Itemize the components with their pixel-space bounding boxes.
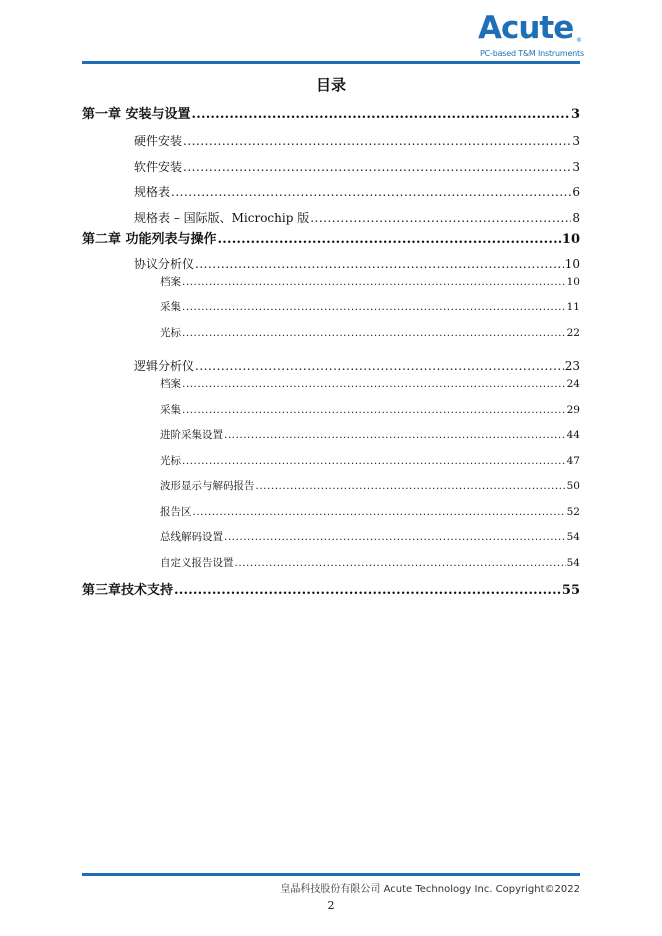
toc-entry-page: 54	[566, 557, 580, 569]
toc-entry-page: 11	[566, 301, 580, 313]
toc-entry-label: 第二章 功能列表与操作	[82, 232, 217, 247]
toc-leader-dots	[224, 531, 566, 543]
toc-entry-label: 波形显示与解码报告	[160, 480, 255, 492]
toc-entry-la-custom-report[interactable]	[160, 555, 580, 570]
toc-entry-page: 55	[561, 583, 580, 598]
toc-leader-dots	[182, 455, 566, 467]
toc-leader-dots	[224, 429, 566, 441]
toc-leader-dots	[310, 211, 571, 225]
acute-logo	[478, 10, 584, 60]
toc-entry-la-waveform-report[interactable]	[160, 478, 580, 493]
toc-entry-page: 23	[564, 359, 580, 373]
toc-entry-label: 协议分析仪	[134, 257, 195, 271]
toc-leader-dots	[171, 185, 571, 199]
toc-entry-page: 50	[566, 480, 580, 492]
toc-leader-dots	[183, 160, 571, 174]
toc-leader-dots	[218, 232, 561, 247]
toc-entry-label: 光标	[160, 455, 181, 467]
toc-entry-chapter-3[interactable]	[82, 579, 580, 598]
toc-entry-la-report-area[interactable]	[160, 504, 580, 519]
toc-entry-page: 3	[572, 160, 580, 174]
toc-entry-page: 44	[566, 429, 580, 441]
header-rule	[82, 61, 580, 64]
toc-entry-spec-table-intl[interactable]	[134, 209, 580, 226]
toc-entry-page: 3	[572, 134, 580, 148]
toc-leader-dots	[182, 327, 566, 339]
toc-leader-dots	[256, 480, 566, 492]
toc-entry-logic-analyzer[interactable]	[134, 357, 580, 374]
toc-entry-page: 10	[561, 232, 580, 247]
logo-tagline: PC-based T&M Instruments	[480, 49, 584, 58]
toc-entry-chapter-2[interactable]	[82, 228, 580, 247]
toc-entry-la-cursor[interactable]	[160, 453, 580, 468]
toc-entry-la-file[interactable]	[160, 376, 580, 391]
toc-entry-pa-file[interactable]	[160, 274, 580, 289]
toc-leader-dots	[182, 404, 566, 416]
footer-copyright: 皇晶科技股份有限公司 Acute Technology Inc. Copyright©2022	[280, 884, 580, 895]
toc-entry-page: 22	[566, 327, 580, 339]
toc-leader-dots	[195, 359, 564, 373]
toc-entry-label: 采集	[160, 404, 181, 416]
toc-entry-page: 54	[566, 531, 580, 543]
toc-entry-la-capture[interactable]	[160, 402, 580, 417]
toc-entry-label: 第三章技术支持	[82, 583, 174, 598]
toc-leader-dots	[195, 257, 564, 271]
toc-leader-dots	[235, 557, 566, 569]
logo-wordmark: Acute	[478, 10, 574, 46]
toc-leader-dots	[182, 378, 566, 390]
toc-leader-dots	[183, 134, 571, 148]
toc-entry-page: 24	[566, 378, 580, 390]
toc-entry-la-advanced-capture[interactable]	[160, 427, 580, 442]
toc-entry-label: 规格表	[134, 185, 171, 199]
toc-entry-page: 29	[566, 404, 580, 416]
logo-registered-mark: ®	[576, 37, 582, 44]
toc-entry-label: 档案	[160, 276, 181, 288]
toc-entry-la-bus-decode[interactable]	[160, 529, 580, 544]
toc-entry-label: 档案	[160, 378, 181, 390]
toc-leader-dots	[182, 301, 566, 313]
toc-leader-dots	[182, 276, 566, 288]
toc-leader-dots	[193, 506, 566, 518]
toc-entry-pa-capture[interactable]	[160, 299, 580, 314]
toc-entry-page: 6	[572, 185, 580, 199]
toc-entry-label: 自定义报告设置	[160, 557, 234, 569]
toc-entry-pa-cursor[interactable]	[160, 325, 580, 340]
toc-entry-label: 总线解码设置	[160, 531, 223, 543]
toc-entry-spec-table[interactable]	[134, 183, 580, 200]
toc-entry-hardware-install[interactable]	[134, 132, 580, 149]
toc-entry-page: 8	[572, 211, 580, 225]
toc-entry-page: 3	[570, 107, 580, 122]
toc-entry-software-install[interactable]	[134, 158, 580, 175]
toc-entry-label: 采集	[160, 301, 181, 313]
toc-entry-label: 第一章 安装与设置	[82, 107, 191, 122]
toc-leader-dots	[192, 107, 570, 122]
toc-entry-chapter-1[interactable]	[82, 103, 580, 122]
toc-entry-label: 报告区	[160, 506, 192, 518]
toc-entry-page: 52	[566, 506, 580, 518]
toc-entry-label: 逻辑分析仪	[134, 359, 195, 373]
toc-title: 目录	[315, 76, 346, 94]
toc-entry-label: 光标	[160, 327, 181, 339]
toc-entry-protocol-analyzer[interactable]	[134, 255, 580, 272]
toc-entry-label: 硬件安装	[134, 134, 183, 148]
page-number: 2	[327, 899, 335, 912]
toc-entry-label: 进阶采集设置	[160, 429, 223, 441]
footer-rule	[82, 873, 580, 876]
toc-entry-page: 10	[564, 257, 580, 271]
toc-entry-label: 规格表 – 国际版、Microchip 版	[134, 211, 310, 225]
toc-entry-label: 软件安装	[134, 160, 183, 174]
toc-entry-page: 47	[566, 455, 580, 467]
toc-leader-dots	[174, 583, 561, 598]
toc-entry-page: 10	[566, 276, 580, 288]
